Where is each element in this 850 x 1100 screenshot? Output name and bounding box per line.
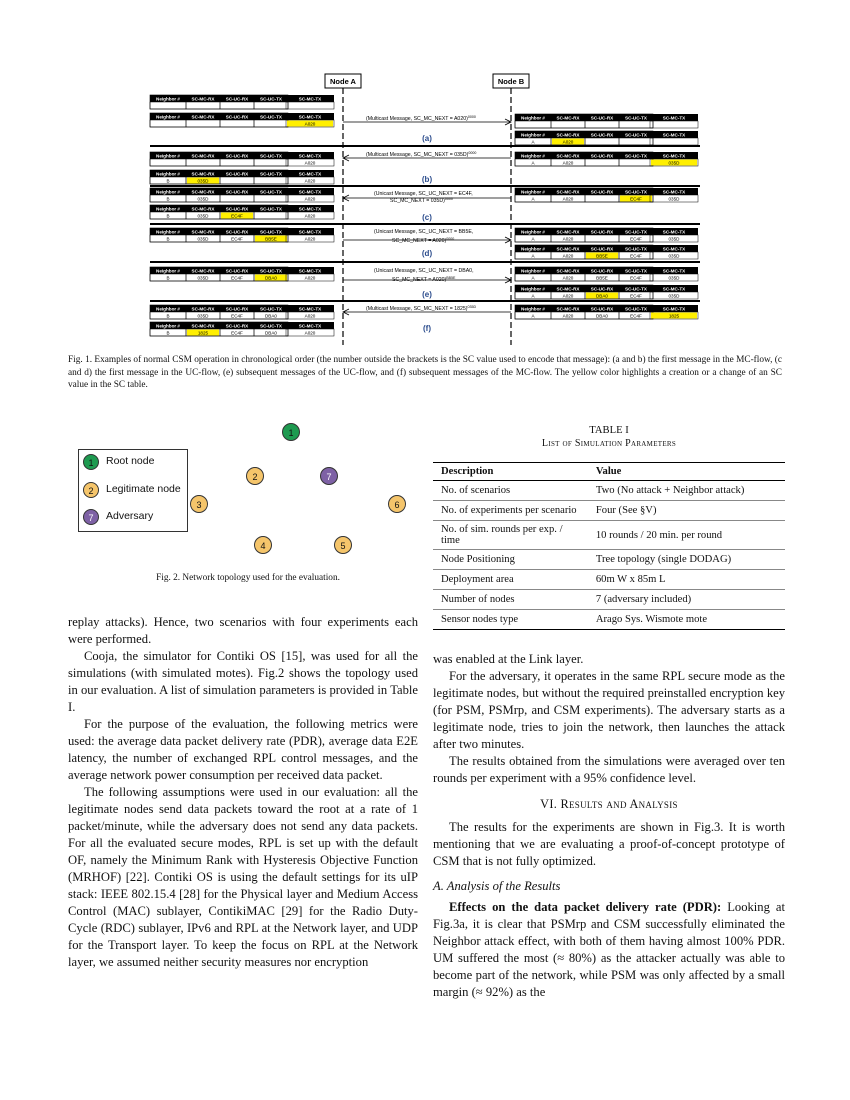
mc-cell-value: 035D xyxy=(668,196,680,202)
sc-cell-value: DBA0 xyxy=(264,330,278,336)
paragraph-lead: Effects on the data packet delivery rate (PDR): xyxy=(449,900,722,914)
sc-cell-value: A020 xyxy=(562,275,574,281)
sc-table-header-label: SC-UC-RX xyxy=(590,189,614,195)
sc-table-header-label: SC-MC-RX xyxy=(556,189,580,195)
mc-table-header-label: SC-MC-TX xyxy=(298,268,322,274)
message-label: (Unicast Message, SC_UC_NEXT = BB5E, xyxy=(374,229,474,235)
sc-cell-value: B xyxy=(166,275,170,281)
sc-cell xyxy=(585,159,619,166)
sc-table-header-label: Neighbor # xyxy=(521,189,545,195)
right-column xyxy=(433,651,785,1001)
sc-table-header-label: SC-UC-RX xyxy=(590,306,614,312)
mc-cell-value: 035D xyxy=(668,160,680,166)
mc-table-header-label: SC-MC-TX xyxy=(298,96,322,102)
sc-cell-value: EC4F xyxy=(630,313,642,319)
sc-cell-value: 035D xyxy=(197,178,209,184)
fig1-diagram xyxy=(0,0,850,345)
sc-table-header-label: Neighbor # xyxy=(521,153,545,159)
sc-cell xyxy=(515,121,551,128)
sc-cell-value: B xyxy=(166,178,170,184)
mc-table-header-label: SC-MC-TX xyxy=(298,153,322,159)
sc-cell-value: BB5E xyxy=(596,253,608,259)
sc-cell xyxy=(150,102,186,109)
table-cell: No. of scenarios xyxy=(433,481,588,501)
topology-node: 6 xyxy=(388,495,406,513)
mc-cell xyxy=(650,121,698,128)
legend-legit-label: Legitimate node xyxy=(106,483,181,495)
paragraph: replay attacks). Hence, two scenarios with four experiments each were performed. xyxy=(68,615,418,646)
sc-cell-value: A xyxy=(531,293,535,299)
node-b-label: Node B xyxy=(497,77,525,86)
sc-cell-value: A xyxy=(531,139,535,145)
sc-table-header-label: SC-UC-RX xyxy=(225,268,249,274)
section-heading: VI. Results and Analysis xyxy=(540,797,678,811)
sc-table-header-label: SC-MC-RX xyxy=(191,171,215,177)
panel-label: (b) xyxy=(421,175,433,184)
sc-cell xyxy=(254,195,288,202)
mc-cell-value: 1825 xyxy=(668,313,680,319)
sc-table-header-label: Neighbor # xyxy=(156,323,180,329)
table-cell: Node Positioning xyxy=(433,550,588,570)
sc-cell xyxy=(220,102,254,109)
node-a-label: Node A xyxy=(330,77,356,86)
mc-table-header-label: SC-MC-TX xyxy=(662,268,686,274)
sc-cell-value: B xyxy=(166,313,170,319)
mc-cell-value: A020 xyxy=(304,330,316,336)
sc-cell xyxy=(585,121,619,128)
sc-cell-value: DBA0 xyxy=(595,313,609,319)
sc-table-header-label: Neighbor # xyxy=(156,306,180,312)
sc-cell xyxy=(585,235,619,242)
sc-cell-value: EC4F xyxy=(231,313,243,319)
mc-cell-value: 035D xyxy=(668,236,680,242)
sc-cell-value: A xyxy=(531,160,535,166)
sc-table-header-label: SC-MC-RX xyxy=(556,246,580,252)
mc-cell-value: A020 xyxy=(304,121,316,127)
sc-table-header-label: SC-UC-RX xyxy=(225,171,249,177)
sc-table-header-label: SC-UC-TX xyxy=(625,268,647,274)
table-header: Description xyxy=(433,463,588,481)
panel-label: (a) xyxy=(422,134,432,143)
sc-cell-value: 035D xyxy=(197,236,209,242)
sc-table-header-label: SC-MC-RX xyxy=(556,115,580,121)
message-label: (Multicast Message, SC_MC_NEXT = 035D)$^{0000}$ xyxy=(366,151,477,158)
sc-table-header-label: SC-UC-RX xyxy=(590,229,614,235)
sc-table-header-label: SC-UC-RX xyxy=(590,286,614,292)
mc-cell xyxy=(286,102,334,109)
sc-table-header-label: SC-MC-RX xyxy=(191,189,215,195)
table-row xyxy=(433,521,785,550)
sc-cell-value: B xyxy=(166,213,170,219)
message-label: (Multicast Message, SC_MC_NEXT = A020)$^{0000}$ xyxy=(366,115,476,122)
mc-table-header-label: SC-MC-TX xyxy=(662,306,686,312)
mc-table-header-label: SC-MC-TX xyxy=(298,229,322,235)
mc-cell xyxy=(650,138,698,145)
fig1-caption: Fig. 1. Examples of normal CSM operation in chronological order (the number outside the brackets is the SC value used to encode that message): (a and b) the first message in the MC-flow, (c and d) the first message in the UC-flow, (e) subsequent messages of the UC-flow, and (f) subsequent messages of the MC-flow. The yellow color highlights a creation or a change of an SC value in the SC table. xyxy=(68,355,782,391)
sc-table-header-label: SC-MC-RX xyxy=(191,96,215,102)
sc-table-header-label: Neighbor # xyxy=(156,96,180,102)
mc-cell-value: A020 xyxy=(304,275,316,281)
sc-cell xyxy=(254,177,288,184)
sc-cell-value: A xyxy=(531,236,535,242)
sc-cell xyxy=(150,159,186,166)
sc-table-header-label: SC-UC-TX xyxy=(625,286,647,292)
mc-cell-value: A020 xyxy=(304,196,316,202)
sc-table-header-label: SC-UC-TX xyxy=(260,268,282,274)
sc-table-header-label: SC-MC-RX xyxy=(191,229,215,235)
sc-cell-value: A020 xyxy=(562,253,574,259)
table1-title: TABLE I xyxy=(589,425,629,436)
sc-cell-value: B xyxy=(166,196,170,202)
sc-cell-value: A020 xyxy=(562,293,574,299)
paragraph: The results for the experiments are shown in Fig.3. It is worth mentioning that we are evaluating a proof-of-concept prototype of CSM that is not fully optimized. xyxy=(433,820,785,868)
paragraph xyxy=(433,899,785,1001)
table-cell: No. of sim. rounds per exp. / time xyxy=(433,521,588,550)
sc-table-header-label: SC-MC-RX xyxy=(556,132,580,138)
sc-cell-value: A xyxy=(531,196,535,202)
table1-subtitle: List of Simulation Parameters xyxy=(541,438,677,449)
mc-table-header-label: SC-MC-TX xyxy=(662,132,686,138)
sc-table-header-label: SC-UC-RX xyxy=(225,206,249,212)
panel-label: (d) xyxy=(421,249,433,258)
mc-table-header-label: SC-MC-TX xyxy=(662,153,686,159)
sc-table-header-label: Neighbor # xyxy=(156,114,180,120)
table-cell: Arago Sys. Wismote mote xyxy=(588,610,785,630)
sc-cell xyxy=(220,120,254,127)
fig2-topology xyxy=(68,420,428,570)
table-row xyxy=(433,610,785,630)
sc-table-header-label: SC-UC-RX xyxy=(225,306,249,312)
paragraph-text: Looking at Fig.3a, it is clear that PSMrp and CSM successfully eliminated the Neighbor attack effect, with both of them having almost 100% PDR. UM suffered the most (≈ 80%) as the attacker actually was able to become part of the network, while PSM was only affected by a small margin (≈ 92%) as the xyxy=(433,900,785,999)
sc-table-header-label: SC-UC-TX xyxy=(625,132,647,138)
mc-table-header-label: SC-MC-TX xyxy=(662,246,686,252)
paragraph: For the purpose of the evaluation, the following metrics were used: the average data packet delivery rate (PDR), average data E2E latency, the number of exchanged RPL control messages, and the average network power consumption per received data packet. xyxy=(68,717,418,782)
message-label: SC_MC_NEXT = A020)$^{0000}$ xyxy=(392,237,455,244)
table-row xyxy=(433,501,785,521)
subsection-heading: A. Analysis of the Results xyxy=(433,879,561,893)
message-label: (Unicast Message, SC_UC_NEXT = EC4F, xyxy=(374,191,473,197)
paragraph: For the adversary, it operates in the same RPL secure mode as the legitimate nodes, but without the required preinstalled encryption key (for PSM, PSMrp, and CSM experiments). The adversary starts as a legitimate node, tries to join the network, then launches the attack after two minutes. xyxy=(433,669,785,751)
sc-table-header-label: SC-UC-TX xyxy=(260,114,282,120)
sc-cell xyxy=(585,138,619,145)
sc-cell-value: EC4F xyxy=(630,253,642,259)
mc-table-header-label: SC-MC-TX xyxy=(298,171,322,177)
sc-table-header-label: SC-MC-RX xyxy=(191,153,215,159)
sc-cell-value: 035D xyxy=(197,213,209,219)
mc-cell-value: A020 xyxy=(304,213,316,219)
sc-table-header-label: Neighbor # xyxy=(156,268,180,274)
legend-adv-label: Adversary xyxy=(106,510,154,522)
sc-table-header-label: Neighbor # xyxy=(521,246,545,252)
sc-cell-value: EC4F xyxy=(630,236,642,242)
mc-cell-value: 035D xyxy=(668,293,680,299)
sc-cell xyxy=(186,159,220,166)
sc-table-header-label: SC-MC-RX xyxy=(191,323,215,329)
sc-table-header-label: Neighbor # xyxy=(521,115,545,121)
sc-table-header-label: Neighbor # xyxy=(521,132,545,138)
table-row xyxy=(433,481,785,501)
table-cell: Number of nodes xyxy=(433,590,588,610)
sc-cell-value: DBA0 xyxy=(264,275,278,281)
sc-table-header-label: Neighbor # xyxy=(521,268,545,274)
mc-cell-value: 035D xyxy=(668,275,680,281)
table-cell: 7 (adversary included) xyxy=(588,590,785,610)
panel-label: (c) xyxy=(422,213,432,222)
mc-cell-value: A020 xyxy=(304,178,316,184)
sc-table-header-label: SC-MC-RX xyxy=(191,268,215,274)
mc-table-header-label: SC-MC-TX xyxy=(298,114,322,120)
legend-legit-icon: 2 xyxy=(83,482,99,498)
table-cell: No. of experiments per scenario xyxy=(433,501,588,521)
sc-table-header-label: SC-MC-RX xyxy=(191,206,215,212)
sc-table-header-label: SC-UC-RX xyxy=(590,153,614,159)
sc-table-header-label: SC-UC-RX xyxy=(590,268,614,274)
sc-cell xyxy=(254,120,288,127)
sc-cell xyxy=(619,159,653,166)
sc-table-header-label: Neighbor # xyxy=(521,286,545,292)
sc-cell-value: DBA0 xyxy=(264,313,278,319)
sc-table-header-label: Neighbor # xyxy=(156,189,180,195)
sc-table-header-label: SC-UC-TX xyxy=(625,306,647,312)
table-header: Value xyxy=(588,463,785,481)
sc-cell-value: 035D xyxy=(197,313,209,319)
topology-node: 7 xyxy=(320,467,338,485)
sc-cell-value: BB5E xyxy=(265,236,277,242)
sc-cell-value: A xyxy=(531,275,535,281)
sc-cell xyxy=(254,212,288,219)
sc-cell xyxy=(551,121,585,128)
sc-table-header-label: SC-MC-RX xyxy=(556,286,580,292)
sc-table-header-label: SC-UC-TX xyxy=(260,323,282,329)
table-cell: 10 rounds / 20 min. per round xyxy=(588,521,785,550)
legend-adv-icon: 7 xyxy=(83,509,99,525)
sc-cell xyxy=(254,159,288,166)
sc-table-header-label: Neighbor # xyxy=(156,206,180,212)
mc-table-header-label: SC-MC-TX xyxy=(298,323,322,329)
sc-table-header-label: SC-UC-RX xyxy=(225,323,249,329)
topology-node: 2 xyxy=(246,467,264,485)
mc-table-header-label: SC-MC-TX xyxy=(662,286,686,292)
message-label: SC_MC_NEXT = A020)$^{BB5E}$ xyxy=(392,276,456,283)
mc-table-header-label: SC-MC-TX xyxy=(298,189,322,195)
panel-label: (e) xyxy=(422,290,432,299)
mc-table-header-label: SC-MC-TX xyxy=(662,115,686,121)
table-cell: Two (No attack + Neighbor attack) xyxy=(588,481,785,501)
topology-node: 5 xyxy=(334,536,352,554)
legend-root-icon: 1 xyxy=(83,454,99,470)
message-label: SC_MC_NEXT = 035D)$^{0000}$ xyxy=(390,197,453,204)
legend-root-label: Root node xyxy=(106,455,155,467)
sc-table-header-label: SC-UC-RX xyxy=(225,229,249,235)
mc-table-header-label: SC-MC-TX xyxy=(662,189,686,195)
table-row xyxy=(433,570,785,590)
sc-cell-value: EC4F xyxy=(630,275,642,281)
sc-cell-value: A020 xyxy=(562,139,574,145)
sc-table-header-label: SC-UC-TX xyxy=(260,189,282,195)
sc-cell-value: A020 xyxy=(562,313,574,319)
table-cell: Deployment area xyxy=(433,570,588,590)
sc-cell-value: B xyxy=(166,330,170,336)
topology-node: 1 xyxy=(282,423,300,441)
sc-cell xyxy=(220,159,254,166)
table-row xyxy=(433,590,785,610)
sc-table-header-label: SC-UC-TX xyxy=(625,153,647,159)
message-label: (Unicast Message, SC_UC_NEXT = DBA0, xyxy=(374,268,474,274)
left-column xyxy=(68,614,418,971)
sc-table-header-label: SC-UC-TX xyxy=(260,229,282,235)
sc-table-header-label: SC-UC-TX xyxy=(625,115,647,121)
topology-node: 3 xyxy=(190,495,208,513)
sc-cell-value: EC4F xyxy=(231,236,243,242)
sc-table-header-label: SC-UC-TX xyxy=(625,246,647,252)
sc-table-header-label: SC-UC-RX xyxy=(590,132,614,138)
mc-cell-value: A020 xyxy=(304,236,316,242)
sc-table-header-label: SC-MC-RX xyxy=(556,229,580,235)
sc-cell xyxy=(254,102,288,109)
sc-table-header-label: Neighbor # xyxy=(156,229,180,235)
panel-label: (f) xyxy=(423,324,431,333)
table-cell: Four (See §V) xyxy=(588,501,785,521)
sc-table-header-label: SC-UC-TX xyxy=(260,206,282,212)
paragraph: The following assumptions were used in our evaluation: all the legitimate nodes send data packets toward the root at a rate of 1 packet/minute, while the adversary does not send any data packets. For all the evaluated secure modes, RPL is set up with the default OF, namely the Minimum Rank with Hysteresis Objective Function (MRHOF) [22]. Contiki OS is using the default settings for its uIP stack: IEEE 802.15.4 [28] for the Physical layer and Medium Access Control (MAC) sublayer, ContikiMAC [29] for the Radio Duty-Cycle (RDC) sublayer, IPv6 and RPL at the Network layer, and UDP for the Transport layer. To keep the focus on RPL at the Network layer, we assumed neither security measures nor encryption xyxy=(68,785,418,969)
mc-table-header-label: SC-MC-TX xyxy=(662,229,686,235)
sc-table-header-label: Neighbor # xyxy=(156,171,180,177)
sc-table-header-label: SC-UC-RX xyxy=(225,114,249,120)
message-label: (Multicast Message, SC_MC_NEXT = 1825)$^{035D}$ xyxy=(366,305,477,312)
sc-table-header-label: SC-UC-RX xyxy=(225,153,249,159)
sc-cell-value: 1825 xyxy=(197,330,209,336)
sc-cell-value: 035D xyxy=(197,196,209,202)
sc-table-header-label: SC-UC-TX xyxy=(260,171,282,177)
mc-cell-value: A020 xyxy=(304,160,316,166)
fig2-caption: Fig. 2. Network topology used for the evaluation. xyxy=(156,573,340,583)
sc-table-header-label: Neighbor # xyxy=(521,306,545,312)
sc-cell-value: 035D xyxy=(197,275,209,281)
sc-table-header-label: SC-UC-RX xyxy=(225,96,249,102)
sc-cell-value: A020 xyxy=(562,196,574,202)
sc-cell xyxy=(585,195,619,202)
sc-cell xyxy=(619,138,653,145)
sc-table-header-label: Neighbor # xyxy=(521,229,545,235)
sc-cell-value: B xyxy=(166,236,170,242)
sc-table-header-label: Neighbor # xyxy=(156,153,180,159)
sc-table-header-label: SC-UC-TX xyxy=(260,96,282,102)
sc-cell-value: A020 xyxy=(562,160,574,166)
fig2-legend xyxy=(78,449,188,532)
sc-cell xyxy=(150,120,186,127)
table-cell: Sensor nodes type xyxy=(433,610,588,630)
sc-cell xyxy=(619,121,653,128)
sc-cell xyxy=(186,120,220,127)
sc-cell xyxy=(220,177,254,184)
table-cell: Tree topology (single DODAG) xyxy=(588,550,785,570)
table-cell: 60m W x 85m L xyxy=(588,570,785,590)
paragraph: was enabled at the Link layer. xyxy=(433,652,584,666)
table1 xyxy=(433,462,785,630)
table-row xyxy=(433,550,785,570)
sc-cell-value: BB5E xyxy=(596,275,608,281)
mc-table-header-label: SC-MC-TX xyxy=(298,306,322,312)
sc-table-header-label: SC-MC-RX xyxy=(191,114,215,120)
sc-table-header-label: SC-UC-TX xyxy=(260,153,282,159)
sc-table-header-label: SC-UC-TX xyxy=(625,189,647,195)
sc-table-header-label: SC-UC-RX xyxy=(225,189,249,195)
sc-table-header-label: SC-MC-RX xyxy=(556,268,580,274)
paragraph: Cooja, the simulator for Contiki OS [15], was used for all the simulations (with simulated motes). Fig.2 shows the topology used in our evaluation. A list of simulation parameters is provided in Table I. xyxy=(68,649,418,714)
sc-table-header-label: SC-UC-TX xyxy=(260,306,282,312)
sc-cell-value: EC4F xyxy=(630,196,642,202)
sc-cell xyxy=(220,195,254,202)
mc-table-header-label: SC-MC-TX xyxy=(298,206,322,212)
paragraph: The results obtained from the simulations were averaged over ten rounds per experiment with a 95% confidence level. xyxy=(433,754,785,785)
sc-table-header-label: SC-MC-RX xyxy=(556,306,580,312)
sc-cell-value: A020 xyxy=(562,236,574,242)
sc-cell-value: EC4F xyxy=(231,330,243,336)
topology-node: 4 xyxy=(254,536,272,554)
mc-cell-value: A020 xyxy=(304,313,316,319)
sc-table-header-label: SC-UC-RX xyxy=(590,246,614,252)
sc-cell-value: EC4F xyxy=(630,293,642,299)
sc-cell-value: DBA0 xyxy=(595,293,609,299)
mc-cell-value: 035D xyxy=(668,253,680,259)
sc-cell xyxy=(186,102,220,109)
sc-table-header-label: SC-UC-RX xyxy=(590,115,614,121)
sc-table-header-label: SC-MC-RX xyxy=(556,153,580,159)
sc-cell-value: A xyxy=(531,253,535,259)
sc-cell-value: A xyxy=(531,313,535,319)
sc-cell-value: EC4F xyxy=(231,275,243,281)
sc-table-header-label: SC-UC-TX xyxy=(625,229,647,235)
sc-table-header-label: SC-MC-RX xyxy=(191,306,215,312)
sc-cell-value: EC4F xyxy=(231,213,243,219)
